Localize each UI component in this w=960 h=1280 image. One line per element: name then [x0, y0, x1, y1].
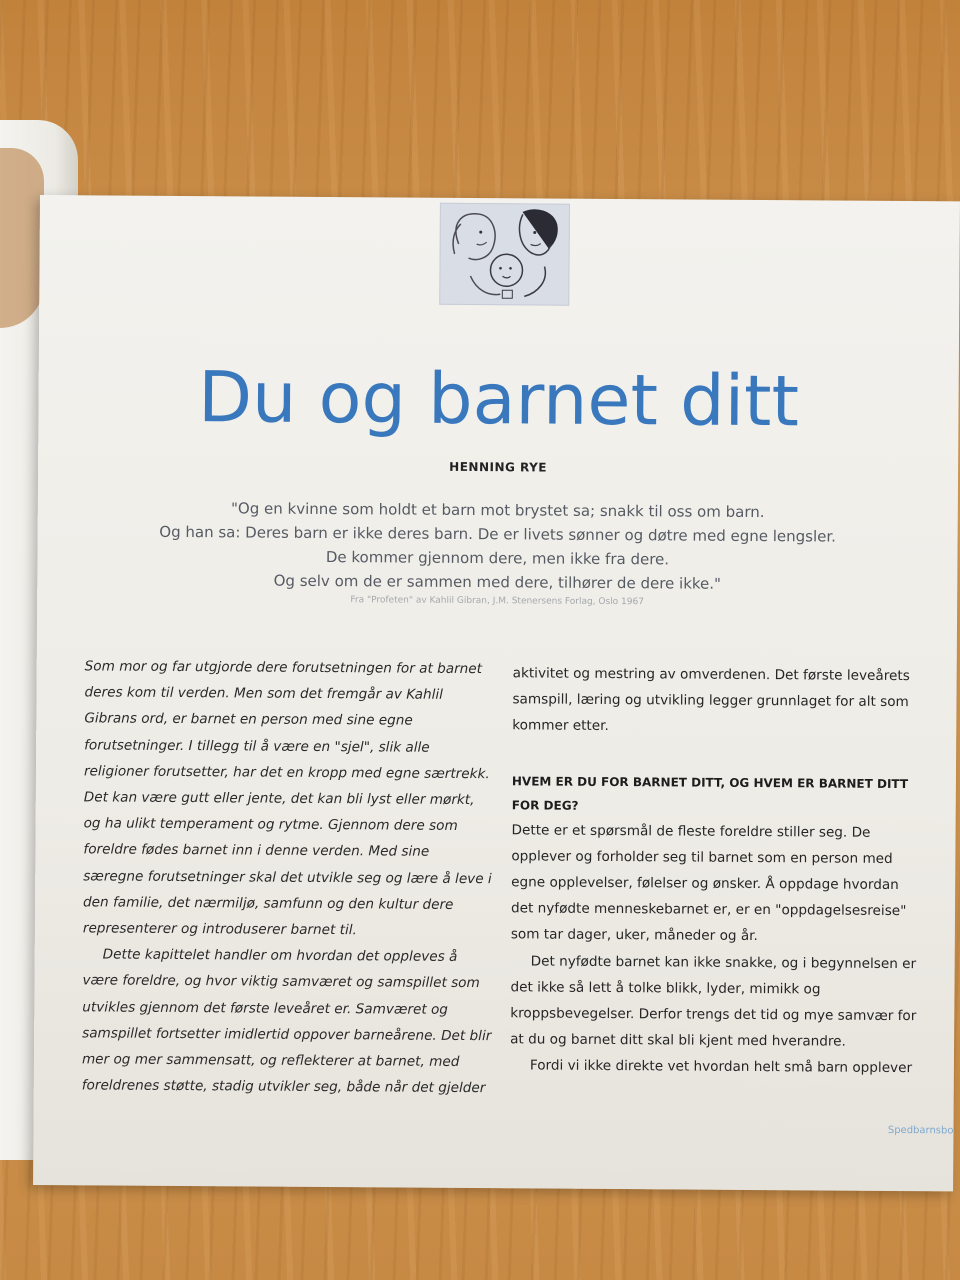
- right-column: [510, 660, 923, 1081]
- epigraph-line: De kommer gjennom dere, men ikke fra dere.: [325, 548, 670, 569]
- family-illustration-drawing: [440, 204, 569, 305]
- chapter-title: Du og barnet ditt: [197, 356, 800, 443]
- body-paragraph: Dette er et spørsmål de fleste foreldre stiller seg. De opplever og forholder seg til barnet som en person med egne opplevelser, følelser og ønsker. Å oppdage hvordan det nyfødte menneskebarnet er, er en "oppdagelsesreise" som tar dager, uker, måneder og år.: [510, 821, 907, 945]
- epigraph-line: Og han sa: Deres barn er ikke deres barn. De er livets sønner og døtre med egne lengsler.: [159, 522, 837, 546]
- body-paragraph: aktivitet og mestring av omverdenen. Det første leveårets samspill, læring og utvikling legger grunnlaget for alt som kommer etter.: [512, 665, 910, 735]
- epigraph-line: "Og en kvinne som holdt et barn mot brystet sa; snakk til oss om barn.: [231, 499, 765, 522]
- author-name: HENNING RYE: [449, 459, 548, 475]
- running-footer: Spedbarnsbo: [887, 1124, 954, 1137]
- facing-page-curl: [0, 148, 44, 328]
- epigraph-quote: [117, 496, 878, 597]
- book-page: [33, 195, 960, 1191]
- epigraph-line: Og selv om de er sammen med dere, tilhører de dere ikke.": [273, 571, 722, 593]
- body-paragraph: Dette kapittelet handler om hvordan det oppleves å være foreldre, og hvor viktig samværet og samspillet som utvikles gjennom det første leveåret er. Samværet og samspillet fortsetter imidlertid oppover barneårene. Det blir mer og mer sammensatt, og reflekterer at barnet, med foreldrenes støtte, stadig utvikler seg, både når det gjelder: [81, 946, 492, 1097]
- family-illustration-icon: [439, 203, 570, 306]
- left-column: [82, 653, 495, 1101]
- section-heading: HVEM ER DU FOR BARNET DITT, OG HVEM ER BARNET DITT FOR DEG?: [511, 773, 909, 813]
- body-paragraph: Som mor og far utgjorde dere forutsetningen for at barnet deres kom til verden. Men som det fremgår av Kahlil Gibrans ord, er barnet en person med sine egne forutsetninger. I tillegg til å være en "sjel", slik alle religioner forutsetter, har det en kropp med egne særtrekk. Det kan være gutt eller jente, det kan bli lyst eller mørkt, og ha ulikt temperament og rytme. Gjennom dere som foreldre fødes barnet inn i denne verden. Med sine særegne forutsetninger skal det utvikle seg og lære å leve i den familie, det nærmiljø, samfunn og den kultur dere representerer og introduserer barnet til.: [82, 658, 492, 939]
- epigraph-source: Fra "Profeten" av Kahlil Gibran, J.M. Stenersens Forlag, Oslo 1967: [350, 595, 645, 608]
- body-paragraph: Fordi vi ikke direkte vet hvordan helt små barn opplever: [529, 1057, 913, 1077]
- body-paragraph: Det nyfødte barnet kan ikke snakke, og i begynnelsen er det ikke så lett å tolke blikk, lyder, mimikk og kroppsbevegelser. Derfor trengs det tid og mye samvær for at du og barnet ditt skal bli kjent med hverandre.: [510, 953, 917, 1050]
